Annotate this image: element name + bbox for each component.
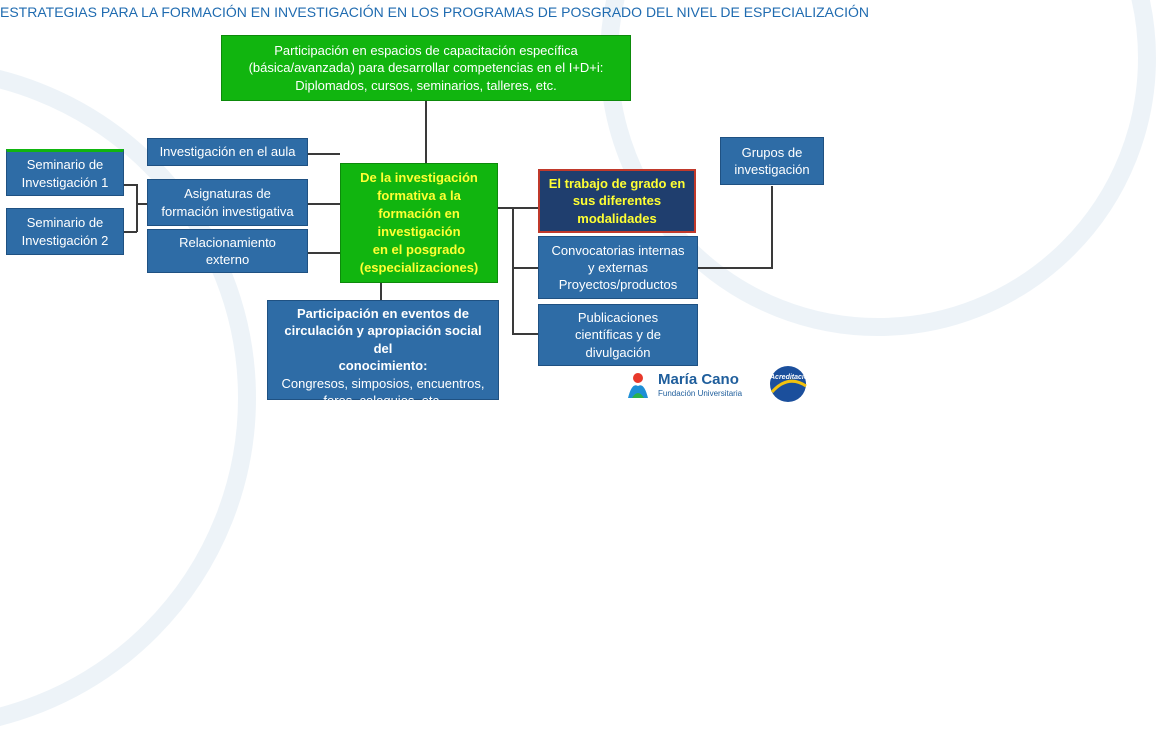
convocatorias-line-3: Proyectos/productos (558, 277, 678, 293)
eventos-bold-line-3: conocimiento: (338, 358, 428, 374)
maria-cano-logo (624, 368, 754, 400)
publicaciones-box (538, 304, 698, 366)
seminario-1-line-2: Investigación 1 (21, 174, 109, 190)
page-title: ESTRATEGIAS PARA LA FORMACIÓN EN INVESTIGACIÓN EN LOS PROGRAMAS DE POSGRADO DEL NIVEL DE ESPECIALIZACIÓN (0, 4, 869, 20)
convocatorias-line-2: y externas (588, 259, 648, 275)
eventos-line-2: foros, coloquios, etc. (323, 393, 443, 409)
relacionamiento-line-1: Relacionamiento (179, 234, 276, 250)
publicaciones-line-2: científicas y de (575, 327, 661, 343)
capacitacion-line-1: Participación en espacios de capacitación específica (274, 43, 578, 59)
center-line-1: De la investigación (360, 170, 478, 186)
connector-center-to-right (498, 207, 538, 209)
connector-center-to-bottom (380, 282, 382, 300)
connector-seminario2 (124, 231, 137, 233)
eventos-box (267, 300, 499, 409)
convocatorias-box (538, 236, 698, 299)
eventos-bold-line-1: Participación en eventos de (297, 306, 469, 321)
asignaturas-box (147, 179, 308, 226)
center-line-3: formación en (378, 206, 460, 222)
acreditacion-badge-icon (762, 364, 814, 400)
connector-seminarios-vertical (136, 184, 138, 232)
connector-convocatorias (512, 267, 538, 269)
connector-asignaturas (308, 203, 340, 205)
center-line-2: formativa a la (377, 188, 461, 204)
investigacion-aula-box (147, 138, 308, 166)
acreditacion-logo (762, 364, 814, 400)
connector-right-vertical (512, 207, 514, 334)
connector-grupos-vertical (771, 186, 773, 269)
connector-relacionamiento (308, 252, 340, 254)
relacionamiento-box (147, 229, 308, 273)
acreditacion-text: Acreditación (770, 374, 813, 381)
asignaturas-line-1: Asignaturas de (184, 186, 271, 202)
connector-grupos-horizontal (698, 267, 773, 269)
seminario-1-box (6, 149, 124, 196)
trabajo-grado-line-2: sus diferentes (572, 193, 662, 209)
center-box (340, 163, 498, 283)
grupos-investigacion-box (720, 137, 824, 185)
trabajo-grado-box (538, 169, 696, 233)
center-line-4: investigación (377, 224, 461, 239)
grupos-line-2: investigación (734, 162, 810, 177)
trabajo-grado-line-3: modalidades (577, 210, 657, 226)
publicaciones-line-1: Publicaciones (577, 310, 659, 326)
center-line-6: (especializaciones) (359, 259, 479, 275)
eventos-bold-line-2: circulación y apropiación social del (284, 323, 482, 356)
eventos-line-1: Congresos, simposios, encuentros, (281, 375, 485, 391)
seminario-2-line-1: Seminario de (26, 215, 104, 231)
convocatorias-line-1: Convocatorias internas (551, 242, 685, 258)
connector-top-to-center (425, 100, 427, 164)
maria-cano-subtext: Fundación Universitaria (658, 389, 743, 398)
center-line-5: en el posgrado (372, 241, 466, 257)
connector-publicaciones (512, 333, 538, 335)
capacitacion-box (221, 35, 631, 101)
relacionamiento-line-2: externo (205, 252, 250, 267)
asignaturas-line-2: formación investigativa (161, 203, 294, 219)
seminario-1-line-1: Seminario de (26, 157, 104, 173)
connector-aula (308, 153, 340, 155)
investigacion-aula-label: Investigación en el aula (159, 144, 296, 160)
capacitacion-line-2: (básica/avanzada) para desarrollar competencias en el I+D+i: (248, 60, 604, 76)
trabajo-grado-line-1: El trabajo de grado en (548, 176, 686, 192)
seminario-2-box (6, 208, 124, 255)
publicaciones-line-3: divulgación (585, 344, 651, 360)
seminario-2-line-2: Investigación 2 (21, 232, 109, 248)
grupos-line-1: Grupos de (741, 144, 803, 160)
maria-cano-text: María Cano (658, 371, 739, 388)
capacitacion-line-3: Diplomados, cursos, seminarios, talleres, etc. (295, 77, 557, 93)
connector-seminario1 (124, 184, 137, 186)
